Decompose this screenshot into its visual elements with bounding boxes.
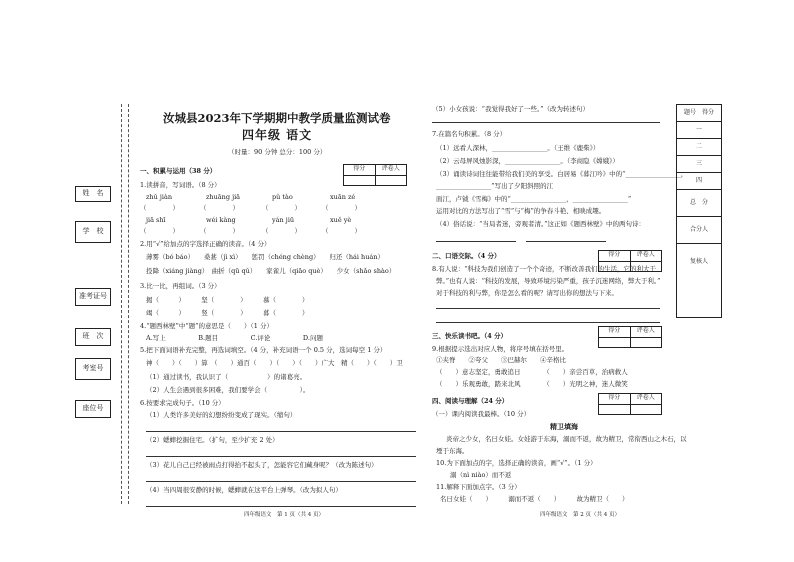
exam-no-label: 准考证号 xyxy=(75,288,111,306)
grader-label: 评卷人 xyxy=(630,394,662,404)
answer-line[interactable] xyxy=(432,122,660,123)
school-label: 学 校 xyxy=(75,221,111,243)
score-label: 得分 xyxy=(608,394,621,402)
section4-heading: 四、阅读与理解（24 分） xyxy=(432,397,509,405)
score-table-header xyxy=(677,105,721,122)
pinyin-2: zhuāng jiā xyxy=(206,193,241,201)
score-label: 得分 xyxy=(353,165,366,173)
exam-subtitle: 四年级 语文 xyxy=(242,128,313,142)
q9: 9.根据提示选出对应人物，将序号填在括号里。 xyxy=(432,345,569,353)
score-label: 得分 xyxy=(608,327,621,335)
reading-line2: 堙于东海。 xyxy=(436,447,469,455)
q7-3a: （3）诵读诗词往往能带给我们美的享受。白居易《暮江吟》中的“_________________， xyxy=(436,170,688,178)
grader-label: 评卷人 xyxy=(630,327,662,337)
sub1-heading: （一）课内阅读我最棒。（10 分） xyxy=(432,410,531,418)
score-table-row: 二 xyxy=(677,139,721,156)
score-table-row: 三 xyxy=(677,156,721,173)
score-table xyxy=(676,104,722,318)
exam-meta: （时量：90 分钟 总分：100 分） xyxy=(228,148,327,156)
q1: 1.读拼音，写词语。（8 分） xyxy=(140,181,221,189)
answer-line[interactable] xyxy=(146,456,416,457)
q10-item: 溺（nì niào）而不返 xyxy=(450,471,512,479)
score-label: 得分 xyxy=(608,251,621,259)
pinyin-8: xuě yè xyxy=(330,216,352,224)
answer-blank[interactable]: （ ） xyxy=(140,204,179,212)
q6-1: （1）人类许多美好的幻想纷纷变成了现实。（缩句） xyxy=(146,411,297,419)
section1-heading: 一、积累与运用（38 分） xyxy=(140,167,217,175)
score-table-row: 四 xyxy=(677,173,721,190)
pinyin-6: wéi kàng xyxy=(206,216,236,224)
q6-3: （3）花儿自己已经被雨点打得抬不起头了，怎能容它们藏身呢？（改为陈述句） xyxy=(146,461,378,469)
q9-row2: （ ）乐观勇敢，踏来北风 （ ）光明之神，迷人微笑 xyxy=(436,380,628,388)
q9-row1: （ ）意志坚定，勇敢追日 （ ）亲尝百草，治病救人 xyxy=(436,368,628,376)
pinyin-5: jiā shī xyxy=(146,216,166,224)
pinyin-3: pǔ tào xyxy=(272,193,293,201)
reading-line1: 炎帝之少女，名曰女娃。女娃游于东海，溺而不返，故为精卫，常衔西山之木石，以 xyxy=(446,435,687,443)
q5-s1: （1）通过读书，我认识了（ ）的诸葛亮。 xyxy=(146,373,307,381)
q7-3d: 运用对比的方法写出了“雪”与“梅”的争春斗艳、相映成趣。 xyxy=(436,207,606,215)
room-label: 考室号 xyxy=(75,358,111,380)
binding-line-2 xyxy=(128,104,129,504)
q8-line3: 对于科技的利与弊，你是怎么看的呢？请写出你的想法与下来。 xyxy=(436,289,618,297)
q7: 7.在篇名句积累。（8 分） xyxy=(432,130,507,138)
score-table-row: 合分人 xyxy=(677,217,721,244)
answer-blank[interactable]: （ ） xyxy=(200,227,239,235)
answer-line[interactable] xyxy=(146,506,416,507)
exam-title: 汝城县2023年下学期期中教学质量监测试卷 xyxy=(163,111,391,125)
answer-blank[interactable]: （ ） xyxy=(200,204,239,212)
answer-blank[interactable]: （ ） xyxy=(322,204,361,212)
score-box-4 xyxy=(598,393,662,415)
q7-3b: _________________”写出了夕阳斜照的江 xyxy=(436,182,554,190)
q9-options: ①夹脊 ②夸父 ③巴赫尔 ④辛格比 xyxy=(436,356,566,364)
q5: 5.把下面词语补充完整，再选词填空。（4 分，补充词语一个 0.5 分，选词每空 1 分） xyxy=(140,346,387,354)
class-label: 班 次 xyxy=(75,328,111,346)
q5-s2: （2）人生会遇到很多困难，我们要学会（ ）。 xyxy=(146,386,310,394)
q10: 10.为下面加点的字，选择正确的读音，画“√”。（1 分） xyxy=(436,459,597,467)
q11: 11.解释下面加点字。（3 分） xyxy=(436,483,521,491)
answer-blank[interactable]: （ ） xyxy=(140,227,179,235)
q7-1: （1）远看人深林，_________________。（王维《鹿柴》） xyxy=(436,144,600,152)
seat-label: 座位号 xyxy=(75,400,111,418)
q8-line1: 8.有人说：“科技为我们创造了一个个奇迹，不断改善我们的生活，它的利大于 xyxy=(432,265,657,273)
q2: 2.用“√”给加点的字选择正确的读音。（4 分） xyxy=(140,240,271,248)
q8-line2: 弊。”也有人说：“科技的发展，导致环境污染严重，孩子沉迷网络，弊大于利。” xyxy=(436,277,661,285)
q2-row2: 投降（xiáng jiàng） 曲折（qū qǔ） 家雀儿（qiāo què） 少女（shǎo shào） xyxy=(146,267,396,275)
q2-row1: 薄雾（bó báo） 桑葚（jì xì） 惩罚（chéng chèng） 归还（hái huán） xyxy=(146,253,384,261)
reading-title: 精卫填海 xyxy=(550,422,578,431)
score-table-row: 复核人 xyxy=(689,257,708,265)
answer-line[interactable] xyxy=(436,241,516,242)
q7-2: （2）云母屏风烛影深，_________________。（李商隐《嫦娥》） xyxy=(436,157,619,165)
grader-label: 评卷人 xyxy=(375,165,407,175)
q5-words: 神（ ）（ ）算 （ ）通百（ ）（ ）（ ）广大 精（ ）（ ）卫 xyxy=(146,359,403,367)
q6: 6.按要求完成句子。（10 分） xyxy=(140,399,225,407)
q7-4: （4）俗话说：“当局者迷，旁观者清。”这正如《题西林壁》中的两句诗： xyxy=(436,220,646,228)
answer-line[interactable] xyxy=(526,241,606,242)
q7-3c: 面江，卢钺《雪梅》中的“_________________，_________________” xyxy=(436,195,632,203)
grader-label: 评卷人 xyxy=(630,251,662,261)
name-label: 姓 名 xyxy=(75,186,111,202)
page-footer-1: 四年级语文 第 1 页（共 4 页） xyxy=(244,512,324,518)
answer-blank[interactable]: （ ） xyxy=(262,204,301,212)
q11-item: 名曰女娃（ ） 溺而不返（ ） 故为精卫（ ） xyxy=(440,495,629,503)
q3: 3.比一比，再组词。（3 分） xyxy=(140,282,221,290)
header-score: 得分 xyxy=(702,108,715,116)
score-box-1 xyxy=(343,164,407,186)
q3-row2: 竭（ ） 竖（ ） 暮（ ） xyxy=(146,309,309,317)
answer-line[interactable] xyxy=(436,322,660,323)
pinyin-4: xuān zé xyxy=(330,193,356,201)
header-question-no: 题号 xyxy=(683,108,696,116)
score-table-row: 一 xyxy=(677,122,721,139)
q6-4: （4）当四周很安静的时候，蟋蟀就在这平台上弹琴。（改为拟人句） xyxy=(146,486,342,494)
score-table-row: 总 分 xyxy=(677,190,721,217)
page-footer-2: 四年级语文 第 2 页（共 4 页） xyxy=(540,512,620,518)
section2-heading: 二、口语交际。（4 分） xyxy=(432,252,501,260)
pinyin-1: zhǔ jiàn xyxy=(146,193,173,201)
q4-options: A.写上 B.题目 C.评论 D.问题 xyxy=(146,334,323,342)
answer-blank[interactable]: （ ） xyxy=(262,227,301,235)
section3-heading: 三、快乐读书吧。（4 分） xyxy=(432,332,508,340)
answer-line[interactable] xyxy=(146,431,416,432)
q6-2: （2）蟋蟀挖掘住宅。（扩句，至少扩充 2 处） xyxy=(146,436,279,444)
q3-row1: 揭（ ） 坚（ ） 慕（ ） xyxy=(146,296,309,304)
binding-line xyxy=(121,104,122,504)
answer-line[interactable] xyxy=(436,308,660,309)
q4: 4.“题西林壁”中“题”的意思是（ ）（1 分） xyxy=(140,322,273,330)
answer-blank[interactable]: （ ） xyxy=(322,227,361,235)
score-box-3 xyxy=(598,326,662,348)
answer-line[interactable] xyxy=(146,481,416,482)
pinyin-7: yán jiū xyxy=(272,216,295,224)
q6-5: （5）小女孩说：“我觉得我好了一些。”（改为转述句） xyxy=(432,105,590,113)
